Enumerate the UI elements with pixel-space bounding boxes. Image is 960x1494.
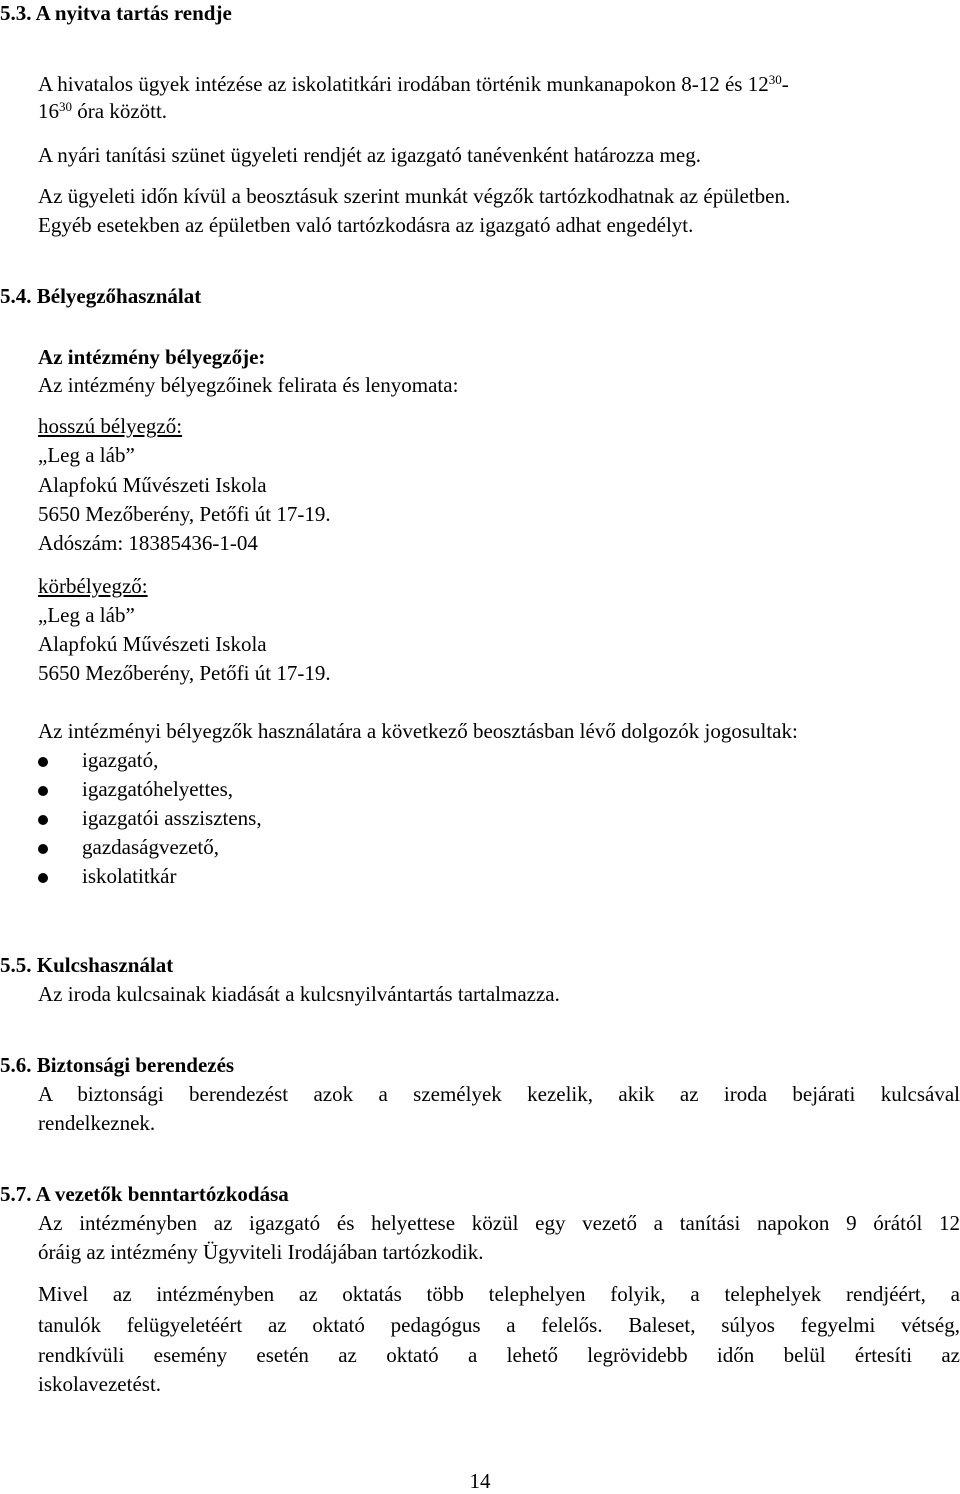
section-5-7-line: óráig az intézmény Ügyviteli Irodájában tartózkodik. (38, 1240, 484, 1264)
long-stamp-line: Alapfokú Művészeti Iskola (38, 473, 267, 497)
bullet-icon (38, 786, 48, 796)
stamp-subheading: Az intézmény bélyegzője: (38, 345, 266, 369)
round-stamp-label: körbélyegző: (38, 574, 148, 598)
round-stamp-line: Alapfokú Művészeti Iskola (38, 632, 267, 656)
section-5-6-line: rendelkeznek. (38, 1111, 156, 1135)
bullet-icon (38, 815, 48, 825)
stamp-users-intro: Az intézményi bélyegzők használatára a következő beosztásban lévő dolgozók jogosultak: (38, 719, 798, 743)
section-5-3-para-line: $16^{30}$ óra között. (38, 99, 168, 123)
bullet-icon (38, 873, 48, 883)
long-stamp-label: hosszú bélyegző: (38, 414, 183, 438)
long-stamp-line: „Leg a láb” (38, 443, 135, 467)
section-5-3-para-line: A nyári tanítási szünet ügyeleti rendjét az igazgató tanévenként határozza meg. (38, 143, 701, 167)
section-5-7-line: Az intézményben az igazgató és helyettese közül egy vezető a tanítási napokon 9 órától 12 (38, 1211, 960, 1235)
long-stamp-line: Adószám: 18385436-1-04 (38, 531, 258, 555)
bullet-icon (38, 844, 48, 854)
section-5-6-line: A biztonsági berendezést azok a személyek kezelik, akik az iroda bejárati kulcsával (38, 1082, 960, 1106)
section-5-7-line: rendkívüli esemény esetén az oktató a lehető legrövidebb időn belül értesíti az (38, 1343, 960, 1367)
list-item: igazgatóhelyettes, (82, 777, 234, 801)
list-item: igazgatói asszisztens, (82, 806, 262, 830)
section-5-5-text: Az iroda kulcsainak kiadását a kulcsnyilvántartás tartalmazza. (38, 982, 560, 1006)
list-item: igazgató, (82, 748, 159, 772)
section-5-7-line: tanulók felügyeletéért az oktató pedagógus a felelős. Baleset, súlyos fegyelmi vétség, (38, 1313, 960, 1337)
long-stamp-line: 5650 Mezőberény, Petőfi út 17-19. (38, 502, 331, 526)
section-5-7-line: Mivel az intézményben az oktatás több telephelyen folyik, a telephelyek rendjéért, a (38, 1282, 960, 1306)
section-5-3-para-line: Az ügyeleti időn kívül a beosztásuk szerint munkát végzők tartózkodhatnak az épületben. (38, 184, 791, 208)
section-5-7-line: iskolavezetést. (38, 1372, 162, 1396)
section-5-3-para-line: A hivatalos ügyek intézése az iskolatitkári irodában történik munkanapokon 8-12 és $12^{30}-$ (38, 72, 789, 96)
round-stamp-line: 5650 Mezőberény, Petőfi út 17-19. (38, 661, 331, 685)
section-5-5-heading: 5.5. Kulcshasználat (0, 953, 174, 977)
page-number: 14 (469, 1469, 491, 1493)
section-5-3-para-line: Egyéb esetekben az épületben való tartózkodásra az igazgató adhat engedélyt. (38, 213, 694, 237)
bullet-icon (38, 757, 48, 767)
section-5-6-heading: 5.6. Biztonsági berendezés (0, 1053, 235, 1077)
section-5-4-heading: 5.4. Bélyegzőhasználat (0, 284, 202, 308)
list-item: gazdaságvezető, (82, 835, 220, 859)
stamp-intro: Az intézmény bélyegzőinek felirata és lenyomata: (38, 373, 459, 397)
list-item: iskolatitkár (82, 864, 177, 888)
section-5-3-heading: 5.3. A nyitva tartás rendje (0, 1, 232, 25)
round-stamp-line: „Leg a láb” (38, 603, 135, 627)
section-5-7-heading: 5.7. A vezetők benntartózkodása (0, 1182, 289, 1206)
